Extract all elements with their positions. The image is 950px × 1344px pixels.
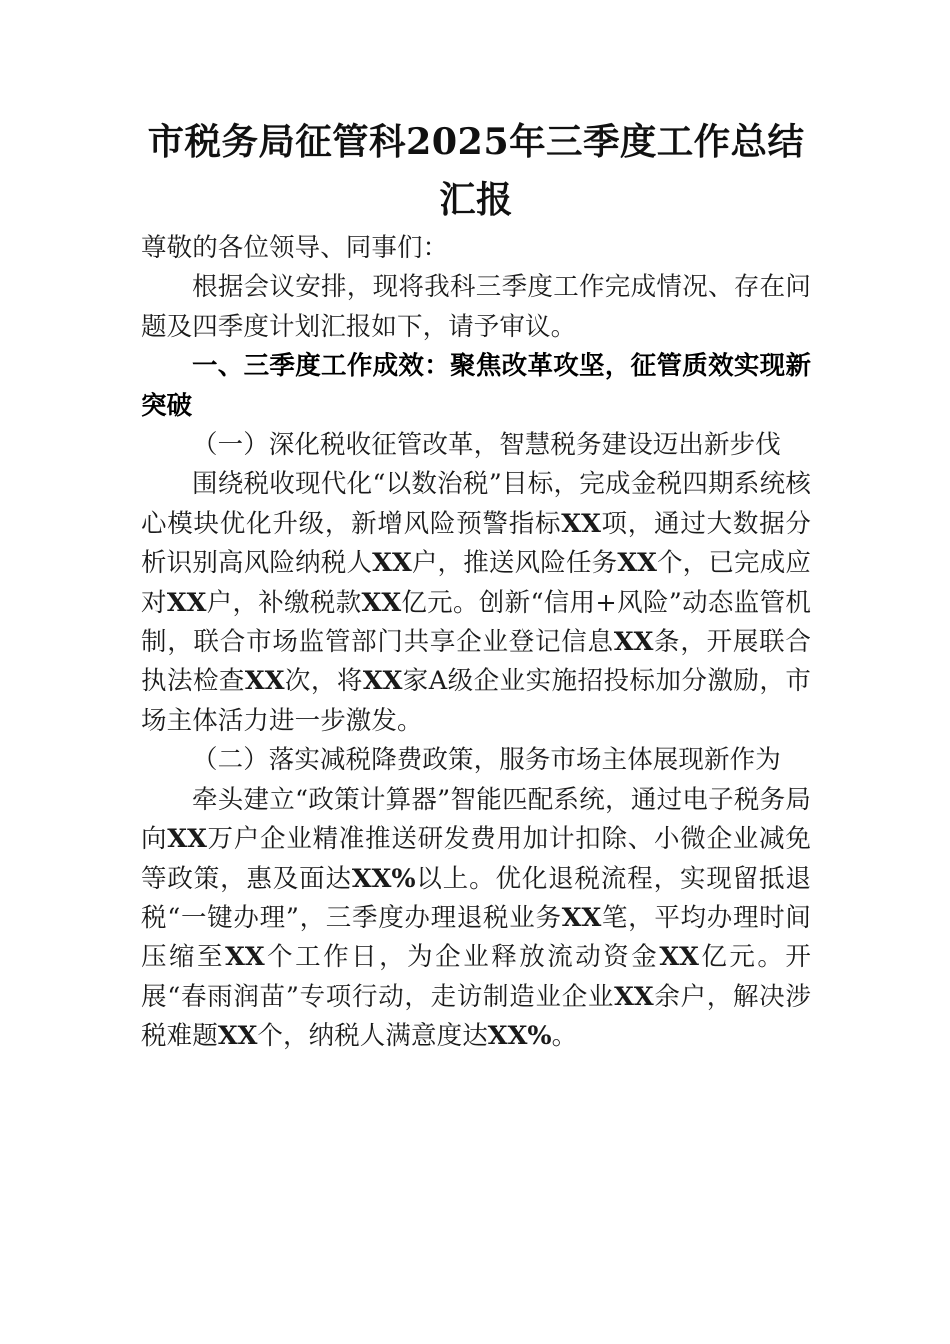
inline-placeholder: XX <box>361 587 402 618</box>
inline-placeholder: XX <box>362 666 403 697</box>
inline-placeholder: XX <box>167 824 207 855</box>
section-1-sub-2-body: 牵头建立“政策计算器”智能匹配系统，通过电子税务局向XX万户企业精准推送研发费用加计扣除、小微企业减免等政策，惠及面达XX%以上。优化退税流程，实现留抵退税“一键办理”，三季度办理退税业务XX笔，平均办理时间压缩至XX个工作日，为企业释放流动资金XX亿元。开展“春雨润苗”专项行动，走访制造业企业XX余户，解决涉税难题XX个，纳税人满意度达XX%。 <box>141 784 811 1052</box>
section-1-sub-1-heading: （一）深化税收征管改革，智慧税务建设迈出新步伐 <box>192 430 781 461</box>
inline-placeholder: XX <box>659 942 699 973</box>
salutation-line: 尊敬的各位领导、同事们： <box>141 233 449 263</box>
inline-placeholder: XX <box>614 981 654 1012</box>
inline-placeholder: XX <box>617 548 657 579</box>
inline-placeholder: XX <box>225 942 265 973</box>
inline-placeholder: A <box>428 666 448 697</box>
document-title: 市税务局征管科2025年三季度工作总结汇报 <box>147 120 805 221</box>
page-body <box>141 0 811 1057</box>
section-1-sub-2-heading: （二）落实减税降费政策，服务市场主体展现新作为 <box>192 745 781 776</box>
inline-placeholder: XX <box>244 666 285 697</box>
inline-placeholder: XX <box>561 902 602 933</box>
opening-paragraph: 根据会议安排，现将我科三季度工作完成情况、存在问题及四季度计划汇报如下，请予审议。 <box>141 272 811 342</box>
section-1-sub-1-body: 围绕税收现代化“以数治税”目标，完成金税四期系统核心模块优化升级，新增风险预警指标XX项，通过大数据分析识别高风险纳税人XX户，推送风险任务XX个，已完成应对XX户，补缴税款XX亿元。创新“信用+风险”动态监管机制，联合市场监管部门共享企业登记信息XX条，开展联合执法检查XX次，将XX家A级企业实施招投标加分激励，市场主体活力进一步激发。 <box>141 469 811 736</box>
inline-placeholder: XX <box>217 1021 258 1052</box>
inline-placeholder: XX% <box>351 863 416 894</box>
inline-placeholder: XX% <box>487 1021 552 1052</box>
inline-placeholder: XX <box>166 587 207 618</box>
inline-placeholder: XX <box>613 627 654 658</box>
section-1-heading: 一、三季度工作成效：聚焦改革攻坚，征管质效实现新突破 <box>141 351 811 421</box>
inline-placeholder: XX <box>561 508 601 539</box>
inline-placeholder: XX <box>372 548 412 579</box>
